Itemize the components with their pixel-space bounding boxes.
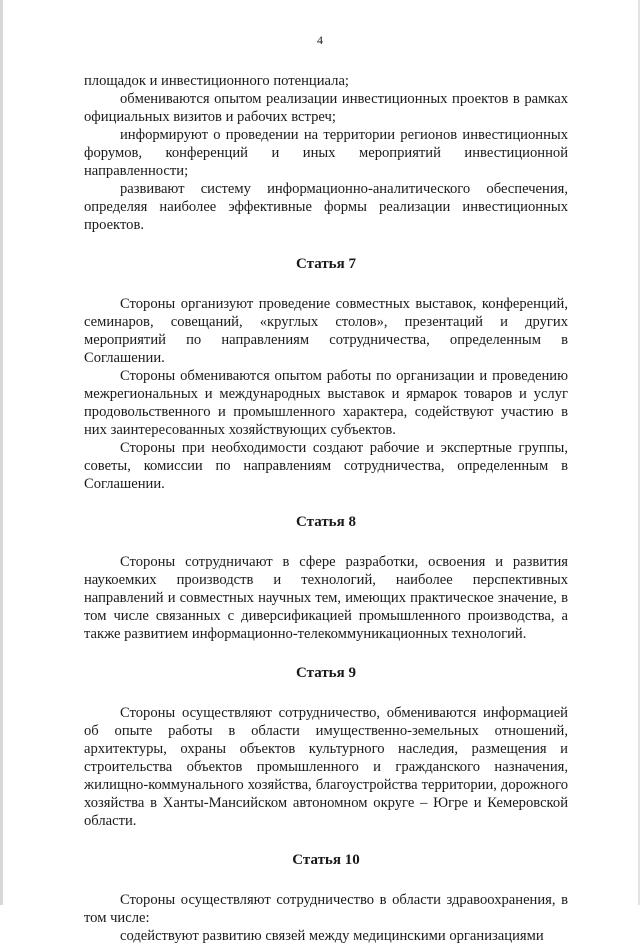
article-heading: Статья 9 — [296, 665, 356, 681]
paragraph: Стороны при необходимости создают рабочие и экспертные группы, советы, комиссии по направлениям сотрудничества, определенным в Соглашении. — [84, 440, 568, 492]
article-heading: Статья 10 — [292, 852, 360, 868]
paragraph: содействуют развитию связей между медицинскими организациями — [120, 928, 544, 944]
paragraph: Стороны осуществляют сотрудничество в области здравоохранения, в том числе: — [84, 892, 568, 926]
page-number: 4 — [317, 33, 323, 47]
paragraph: Стороны обмениваются опытом работы по организации и проведению межрегиональных и международных выставок и ярмарок товаров и услуг продовольственного и промышленного характера, содействуют участию в них заинтересованных хозяйствующих субъектов. — [84, 368, 568, 438]
paragraph: площадок и инвестиционного потенциала; — [84, 73, 349, 89]
paragraph: обмениваются опытом реализации инвестиционных проектов в рамках официальных визитов и рабочих встреч; — [84, 91, 568, 125]
article-heading: Статья 8 — [296, 514, 356, 530]
paragraph: Стороны осуществляют сотрудничество, обмениваются информацией об опыте работы в области имущественно-земельных отношений, архитектуры, охраны объектов культурного наследия, размещения и строительства объектов промышленного и гражданского назначения, жилищно-коммунального хозяйства, благоустройства территории, дорожного хозяйства в Ханты-Мансийском автономном округе – Югре и Кемеровской области. — [84, 705, 568, 829]
document-body — [84, 72, 568, 945]
paragraph: Стороны организуют проведение совместных выставок, конференций, семинаров, совещаний, «круглых столов», презентаций и других мероприятий по направлениям сотрудничества, определенным в Соглашении. — [84, 296, 568, 366]
paragraph: Стороны сотрудничают в сфере разработки, освоения и развития наукоемких производств и технологий, наиболее перспективных направлений и совместных научных тем, имеющих практическое значение, в том числе связанных с диверсификацией промышленного производства, а также развитием информационно-телекоммуникационных технологий. — [84, 554, 568, 642]
article-heading: Статья 7 — [296, 256, 356, 272]
paragraph: информируют о проведении на территории регионов инвестиционных форумов, конференций и иных мероприятий инвестиционной направленности; — [84, 127, 568, 179]
scan-edge-left — [0, 0, 3, 905]
paragraph: развивают систему информационно-аналитического обеспечения, определяя наиболее эффективные формы реализации инвестиционных проектов. — [84, 181, 568, 233]
